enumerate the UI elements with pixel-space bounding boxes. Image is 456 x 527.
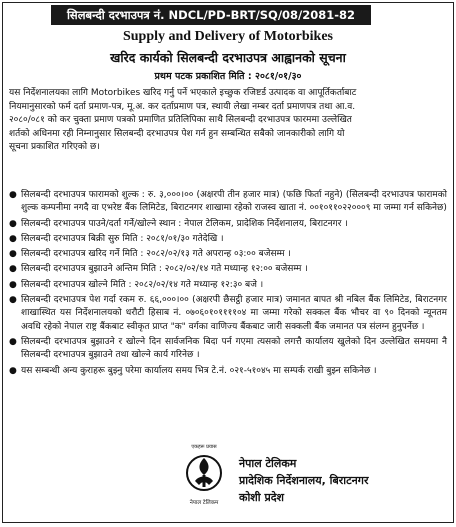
bullet-icon: ●	[9, 264, 17, 275]
list-item-text: सिलबन्दी दरभाउपत्र खरिद गर्ने मिति : २०८२/०२/१३ गते अपरान्ह ०३:०० बजेसम्म ।	[21, 249, 291, 260]
list-item	[9, 279, 447, 292]
list-item-text: सिलबन्दी दरभाउपत्र पाउने/दर्ता गर्ने/खोल्ने स्थान : नेपाल टेलिकम, प्रादेशिक निर्देशनालय, बिराटनगर ।	[21, 218, 348, 229]
list-item-text: सिलबन्दी दरभाउपत्र बुझाउने अन्तिम मिति : २०८२/०२/१४ गते मध्यान्ह १२:०० बजेसम्म ।	[21, 264, 308, 275]
bullet-icon: ●	[9, 336, 17, 347]
intro-paragraph: यस निर्देशनालयका लागि Motorbikes खरिद गर्नु पर्ने भएकाले इच्छुक रजिष्टर्ड उत्पादक वा आपूर्तिकर्ताबाट नियमानुसारको फर्म दर्ता प्रमाण-पत्र, मू.अ. कर दर्ताप्रमाण पत्र, स्थायी लेखा नम्बर दर्ता प्रमाणपत्र तथा आ.व. २०८०/०८१ को कर चुक्ता प्रमाण पत्रको प्रमाणित प्रतिलिपिका साथै सिलबन्दी दरभाउपत्र फारममा उल्लेखित शर्तको अधिनमा रही निम्नानुसार सिलबन्दी दरभाउपत्र पेश गर्न हुन सम्बन्धित सबैको जानकारीको लागि यो सूचना प्रकाशित गरिएको छ।	[9, 88, 357, 153]
notice-number-banner: सिलबन्दी दरभाउपत्र नं. NDCL/PD-BRT/SQ/08/2081-82	[51, 5, 371, 25]
issuer-office: प्रादेशिक निर्देशनालय, बिराटनगर	[239, 474, 369, 487]
list-item-text: यस सम्बन्धी अन्य कुराहरू बुझ्नु परेमा कार्यालय समय भित्र टे.नं. ०२१-५१०४५ मा सम्पर्क राखी बुझ्न सकिनेछ ।	[21, 365, 377, 376]
bullet-icon: ●	[9, 365, 17, 376]
list-item	[9, 336, 447, 363]
list-item-text: सिलबन्दी दरभाउपत्र फारामको शुल्क : रु. ३,०००।०० (अक्षरपी तीन हजार मात्र) (फछि फिर्ता नहुने) (सिलबन्दी दरभाउपत्र फारामको शुल्क कम्पनीमा नगदै वा एभरेष्ट बैंक लिमिटेड, बिराटनगर शाखामा रहेको राजस्व खाता नं. ००१०११०२२०००९ मा जम्मा गर्न सकिनेछ)	[21, 190, 447, 214]
list-item-text: सिलबन्दी दरभाउपत्र बुझाउने र खोल्ने दिन सार्वजनिक बिदा पर्न गएमा त्यसको लगत्तै कार्यालय खुलेको दिन उल्लेखित समयमा नै सिलबन्दी दरभाउपत्र बुझाउने तथा खोल्ने कार्य गरिनेछ ।	[21, 336, 447, 361]
logo-caption-bottom: नेपाल टेलिकम	[189, 500, 219, 506]
bullet-icon: ●	[9, 190, 17, 200]
issuer-signature-block	[239, 455, 368, 506]
bullet-icon: ●	[9, 279, 17, 290]
list-item	[9, 218, 447, 231]
issuer-province: कोशी प्रदेश	[239, 491, 285, 504]
list-item-text: सिलबन्दी दरभाउपत्र खोल्ने मिति : २०८२/०२/१४ गते मध्यान्ह १२:३० बजे ।	[21, 279, 264, 290]
bullet-icon: ●	[9, 249, 17, 260]
list-item	[9, 189, 447, 216]
list-item	[9, 263, 447, 276]
conditions-list	[9, 189, 447, 380]
list-item-text: सिलबन्दी दरभाउपत्र बिक्री सुरु मिति : २०८१/०१/३० गतेदेखि ।	[21, 233, 224, 244]
list-item	[9, 248, 447, 261]
publication-date: प्रथम पटक प्रकाशित मिति : २०८१/०१/३०	[154, 71, 302, 82]
list-item-text: सिलबन्दी दरभाउपत्र पेश गर्दा रकम रु. ६६,०००।०० (अक्षरपी छैसट्ठी हजार मात्र) जमानत बापत श्री नबिल बैंक लिमिटेड, बिराटनगर शाखास्थित यस निर्देशनालयको धरौटी हिसाब नं. ०७०६०१०११११०४ मा जम्मा गरेको सक्कल बैंक भौचर वा ९० दिनको न्यूनतम अवधि रहेको नेपाल राष्ट्र बैंकबाट स्वीकृत प्राप्त "क" वर्गका वाणिज्य बैंकबाट जारी सक्कली बैंक जमानत पत्र संलग्न हुनुपर्नेछ ।	[21, 295, 447, 332]
list-item	[9, 365, 447, 378]
logo-caption-top: एकहरू प्रयास	[191, 444, 217, 450]
bullet-icon: ●	[9, 233, 17, 244]
english-title: Supply and Delivery of Motorbikes	[122, 29, 333, 44]
nepali-title: खरिद कार्यको सिलबन्दी दरभाउपत्र आह्वानको सूचना	[110, 50, 346, 65]
list-item	[9, 233, 447, 246]
list-item	[9, 294, 447, 334]
bullet-icon: ●	[9, 218, 17, 229]
nepal-telecom-logo-icon	[179, 441, 229, 509]
bullet-icon: ●	[9, 295, 17, 306]
issuer-org: नेपाल टेलिकम	[239, 457, 297, 470]
tender-notice	[2, 2, 454, 523]
